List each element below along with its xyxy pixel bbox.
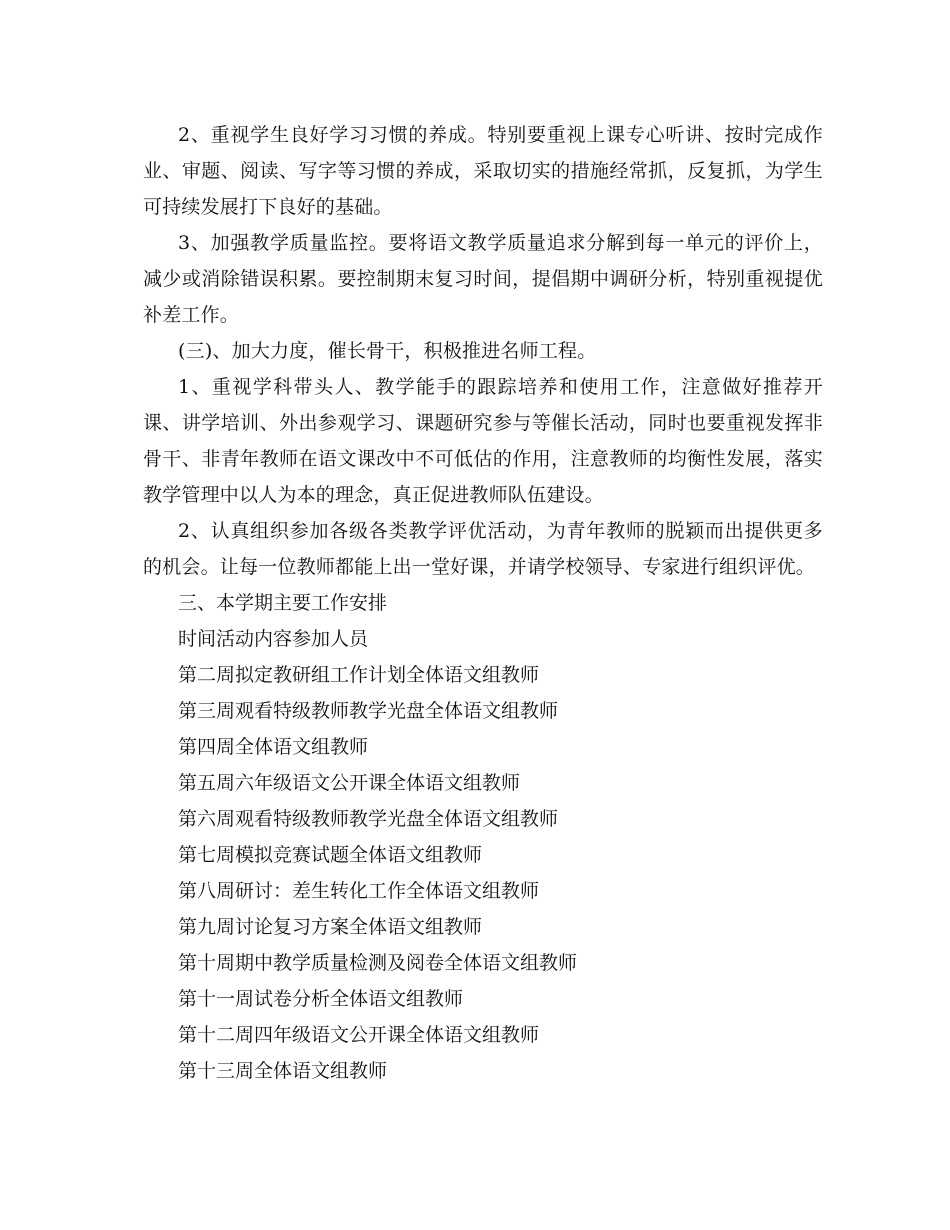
schedule-item: 第七周模拟竞赛试题全体语文组教师 [178,844,483,866]
schedule-list [0,657,950,1089]
schedule-item: 第三周观看特级教师教学光盘全体语文组教师 [178,700,559,722]
schedule-item: 第八周研讨：差生转化工作全体语文组教师 [178,880,540,902]
paragraph-study-habits: 2、重视学生良好学习习惯的养成。特别要重视上课专心听讲、按时完成作业、审题、阅读、写字等习惯的养成，采取切实的措施经常抓，反复抓，为学生可持续发展打下良好的基础。 [143,124,823,218]
paragraph-quality-monitoring: 3、加强教学质量监控。要将语文教学质量追求分解到每一单元的评价上，减少或消除错误积累。要控制期末复习时间，提倡期中调研分析，特别重视提优补差工作。 [143,232,823,326]
schedule-item: 第十二周四年级语文公开课全体语文组教师 [178,1024,540,1046]
paragraph-teacher-training: 1、重视学科带头人、教学能手的跟踪培养和使用工作，注意做好推荐开课、讲学培训、外出参观学习、课题研究参与等催长活动，同时也要重视发挥非骨干、非青年教师在语文课改中不可低估的作用，注意教师的均衡性发展，落实教学管理中以人为本的理念，真正促进教师队伍建设。 [143,376,823,506]
schedule-item: 第四周全体语文组教师 [178,736,369,758]
schedule-item: 第六周观看特级教师教学光盘全体语文组教师 [178,808,559,830]
paragraph-section-heading-3: (三)、加大力度，催长骨干，积极推进名师工程。 [178,340,597,362]
schedule-item: 第十一周试卷分析全体语文组教师 [178,988,464,1010]
schedule-item: 第五周六年级语文公开课全体语文组教师 [178,772,521,794]
schedule-header: 时间活动内容参加人员 [178,628,369,650]
schedule-item: 第二周拟定教研组工作计划全体语文组教师 [178,664,540,686]
schedule-item: 第十三周全体语文组教师 [178,1060,388,1082]
section-heading: 三、本学期主要工作安排 [178,592,388,614]
schedule-item: 第九周讨论复习方案全体语文组教师 [178,916,483,938]
schedule-item: 第十周期中教学质量检测及阅卷全体语文组教师 [178,952,578,974]
paragraph-teaching-evaluation: 2、认真组织参加各级各类教学评优活动，为青年教师的脱颖而出提供更多的机会。让每一位教师都能上出一堂好课，并请学校领导、专家进行组织评优。 [143,520,823,578]
